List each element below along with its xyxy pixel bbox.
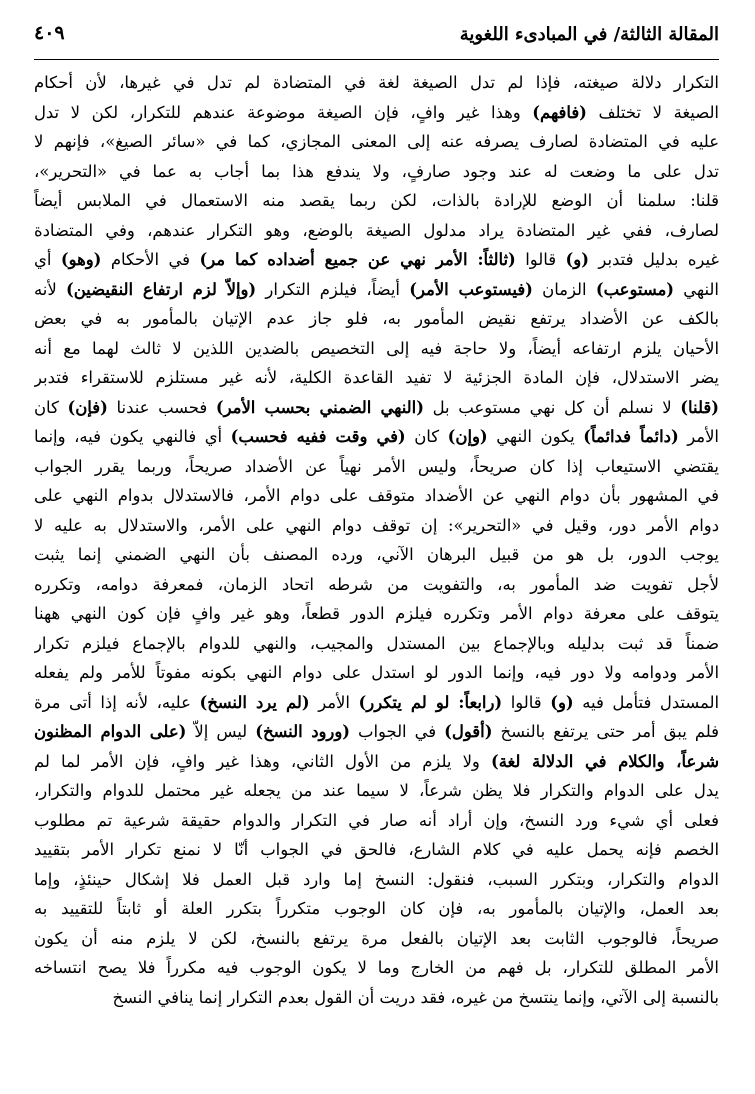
bold-text: (النهي الضمني بحسب الأمر) xyxy=(215,397,424,417)
text-span: عليه، لأنه إذا أتى مرة xyxy=(34,692,200,712)
text-line xyxy=(34,983,719,1013)
text-span: الصيغة لا تختلف xyxy=(586,102,719,122)
text-span: بالكف عن الأضداد يرتفع نقيض المأمور به، فلو جاز عدم الإتيان بالمأمور به في بعض xyxy=(34,309,719,328)
text-span: دوام الأمر دور، وقيل في «التحرير»: إن توقف دوام النهي على الأمر، والاستدلال به عليه لا xyxy=(34,515,719,535)
text-line xyxy=(34,835,719,865)
text-line xyxy=(34,393,719,423)
text-line xyxy=(34,334,719,364)
text-span: كان xyxy=(34,397,68,417)
text-span: بالنسبة إلى الآتي، وإنما ينتسخ من غيره، فقد دريت أن القول بعدم التكرار إنما ينافي النسخ xyxy=(112,987,719,1007)
text-span: لأنه xyxy=(34,279,66,299)
text-span: لا نسلم أن كل نهي مستوعب بل xyxy=(423,397,681,417)
text-line xyxy=(34,865,719,895)
text-line xyxy=(34,629,719,659)
text-line xyxy=(34,776,719,806)
text-span: في الأحكام xyxy=(101,250,200,269)
text-line xyxy=(34,186,719,216)
text-span: يدل على الدوام والتكرار فلا يظن شرعاً، لا سيما عند من يجعله غير محتمل للدوام والتكرار، xyxy=(34,781,719,800)
text-line xyxy=(34,452,719,482)
bold-text: (و) xyxy=(565,250,589,269)
text-span: المستدل فتأمل فيه xyxy=(573,692,719,712)
text-span: التكرار دلالة صيغته، فإذا لم تدل الصيغة لغة في المتضادة لم تدل في غيرها، لأن أحكام xyxy=(34,73,719,92)
text-span: أي xyxy=(34,250,61,269)
bold-text: (قلنا) xyxy=(680,397,719,417)
text-span: يضر الاستدلال، فإن المادة الجزئية لا تفيد القاعدة الكلية، لأنه غير مستلزم للاستقراء فتدبر xyxy=(34,368,719,387)
text-line xyxy=(34,688,719,718)
text-span: ضمناً قد ثبت بدليله وبالإجماع بين المستدل والمجيب، والنهي للدوام بالإجماع فيلزم تكرار xyxy=(34,633,719,653)
text-span: غيره بدليل فتدبر xyxy=(588,250,719,269)
bold-text: (دائماً فدائماً) xyxy=(583,427,679,446)
bold-text: شرعاً، والكلام في الدلالة لغة) xyxy=(490,751,719,771)
text-span: فحسب عندنا xyxy=(107,397,216,417)
bold-text: (أقول) xyxy=(444,722,493,741)
bold-text: (وإن) xyxy=(447,427,488,446)
text-span: في الجواب xyxy=(350,722,445,741)
text-span: يوجب الدور، بل هو من قبيل البرهان الآني، ورده المصنف بأن النهي الضمني إنما يثبت xyxy=(34,545,719,564)
bold-text: (فافهم) xyxy=(532,102,587,122)
text-span: الخصم فإنه يحمل عليه في كلام الشارع، فالحق في الجواب أنّا لا نمنع تكرار الأمر بتقييد xyxy=(34,840,719,859)
text-line xyxy=(34,422,719,452)
bold-text: (وهو) xyxy=(60,250,102,269)
text-span: لصارف، ففي غير المتضادة يراد مدلول الصيغة بالوضع، وهو التكرار عندهم، وفي المتضادة xyxy=(34,220,719,240)
text-span: فلم يبق أمر حتى يرتفع بالنسخ xyxy=(492,722,719,741)
text-span: الأمر xyxy=(309,692,359,712)
text-span: يكون النهي xyxy=(487,427,584,446)
page-body xyxy=(34,68,719,1012)
bold-text: (لم يرد النسخ) xyxy=(199,692,310,712)
text-span: الدوام والتكرار، وبتكرر السبب، فنقول: النسخ إما وارد قبل العمل فلا إشكال حينئذٍ، وإما xyxy=(34,869,719,889)
text-span: الأمر ودوامه ولا دور فيه، وإنما الدور لو استدل على دوام النهي بكونه مفوتاً للأمر ولم يفعله xyxy=(34,663,719,682)
text-line xyxy=(34,98,719,128)
running-title: المقالة الثالثة/ في المبادىء اللغوية xyxy=(459,24,719,45)
text-line xyxy=(34,924,719,954)
text-line xyxy=(34,540,719,570)
text-line xyxy=(34,717,719,747)
text-span: الزمان xyxy=(532,279,596,299)
text-line xyxy=(34,245,719,275)
text-line xyxy=(34,157,719,187)
text-line xyxy=(34,894,719,924)
text-line xyxy=(34,216,719,246)
text-span: النهي xyxy=(674,279,719,299)
text-span: الأمر xyxy=(678,427,719,446)
text-span: لأجل تفويت ضد المأمور به، والتفويت من شرطه اتحاد الزمان، فمعرفة دوامه، وتكرره xyxy=(34,574,719,594)
text-line xyxy=(34,747,719,777)
text-span: فعلى أي شيء ورد النسخ، وإن أراد أنه صار في التكرار والدوام حقيقة شرعية تم مطلوب xyxy=(34,810,719,830)
text-span: يقتضي الاستيعاب إذا كان صريحاً، وليس الأمر نهياً عن الأضداد صريحاً، وربما يقرر الجواب xyxy=(34,456,719,476)
text-line xyxy=(34,953,719,983)
text-line xyxy=(34,127,719,157)
text-span: عليه في المتضادة لصارف يصرفه عنه إلى المعنى المجازي، كما في «سائر الصيغ»، فإنهم لا xyxy=(34,132,719,151)
text-line xyxy=(34,363,719,393)
text-span: الأحيان يلزم ارتفاعه أيضاً، ولا حاجة فيه إلى التخصيص بالضدين اللذين لا ثالث لهما مع أنه xyxy=(34,338,719,358)
text-line xyxy=(34,658,719,688)
page-number: ٤٠٩ xyxy=(34,22,65,44)
text-span: كان xyxy=(405,427,448,446)
bold-text: (و) xyxy=(550,692,574,712)
text-span: الأمر المطلق للتكرار، بل فهم من الخارج وما لا يكون الوجوب فيه مكرراً فلا يصح انتساخه xyxy=(34,958,719,977)
text-span: أي فالنهي يكون فيه، وإنما xyxy=(34,427,231,446)
text-line xyxy=(34,511,719,541)
bold-text: (فإن) xyxy=(67,397,108,417)
bold-text: (رابعاً: لو لم يتكرر) xyxy=(358,692,503,712)
text-line xyxy=(34,68,719,98)
bold-text: (فيستوعب الأمر) xyxy=(409,279,533,299)
text-line xyxy=(34,481,719,511)
bold-text: (ورود النسخ) xyxy=(255,722,350,741)
bold-text: (وإلاّ لزم ارتفاع النقيضين) xyxy=(65,279,257,299)
header-rule xyxy=(34,59,719,60)
text-line xyxy=(34,599,719,629)
page-header xyxy=(34,22,719,56)
text-line xyxy=(34,275,719,305)
bold-text: (مستوعب) xyxy=(595,279,675,299)
bold-text: (ثالثاً: الأمر نهي عن جميع أضداده كما مر) xyxy=(199,250,516,269)
bold-text: (في وقت ففيه فحسب) xyxy=(230,427,406,446)
text-span: صريحاً، فالوجوب الثابت بعد الإتيان بالفعل مرة يرتفع بالنسخ، لكن لا يلزم منه أن يكون xyxy=(34,928,719,948)
text-span: أيضاً، فيلزم التكرار xyxy=(256,279,410,299)
text-span: في المشهور بأن دوام النهي عن الأضداد متوقف على دوام الأمر، فالاستدلال بدوام النهي على xyxy=(34,486,719,505)
text-span: قلنا: سلمنا أن الوضع للإرادة بالذات، لكن ربما يقصد منه الاستعمال في الملابس أيضاً xyxy=(34,191,719,210)
text-span: قالوا xyxy=(502,692,551,712)
text-span: ليس إلاّ xyxy=(186,722,256,741)
bold-text: (على الدوام المظنون xyxy=(34,722,187,741)
text-span: قالوا xyxy=(515,250,566,269)
text-span: بعد العمل، والإتيان بالمأمور به، فإن كان الوجوب متكرراً بتكرر العلة أو ثابتاً للتقييد به xyxy=(34,899,719,918)
text-span: يتوقف على معرفة دوام الأمر وتكرره فيلزم الدور قطعاً، وهو غير وافٍ فإن كون النهي ههنا xyxy=(34,604,719,623)
text-line xyxy=(34,570,719,600)
text-span: ولا يلزم من الأول الثاني، وهذا غير وافٍ، فإن الأمر لما لم xyxy=(34,751,491,771)
text-span: وهذا غير وافٍ، فإن الصيغة موضوعة عندهم للتكرار، لكن لا تدل xyxy=(34,102,533,122)
text-line xyxy=(34,806,719,836)
text-line xyxy=(34,304,719,334)
text-span: تدل على ما وضعت له عند وجود صارفٍ، ولا يندفع هذا بما أجاب به عما في «التحرير»، xyxy=(34,161,719,181)
